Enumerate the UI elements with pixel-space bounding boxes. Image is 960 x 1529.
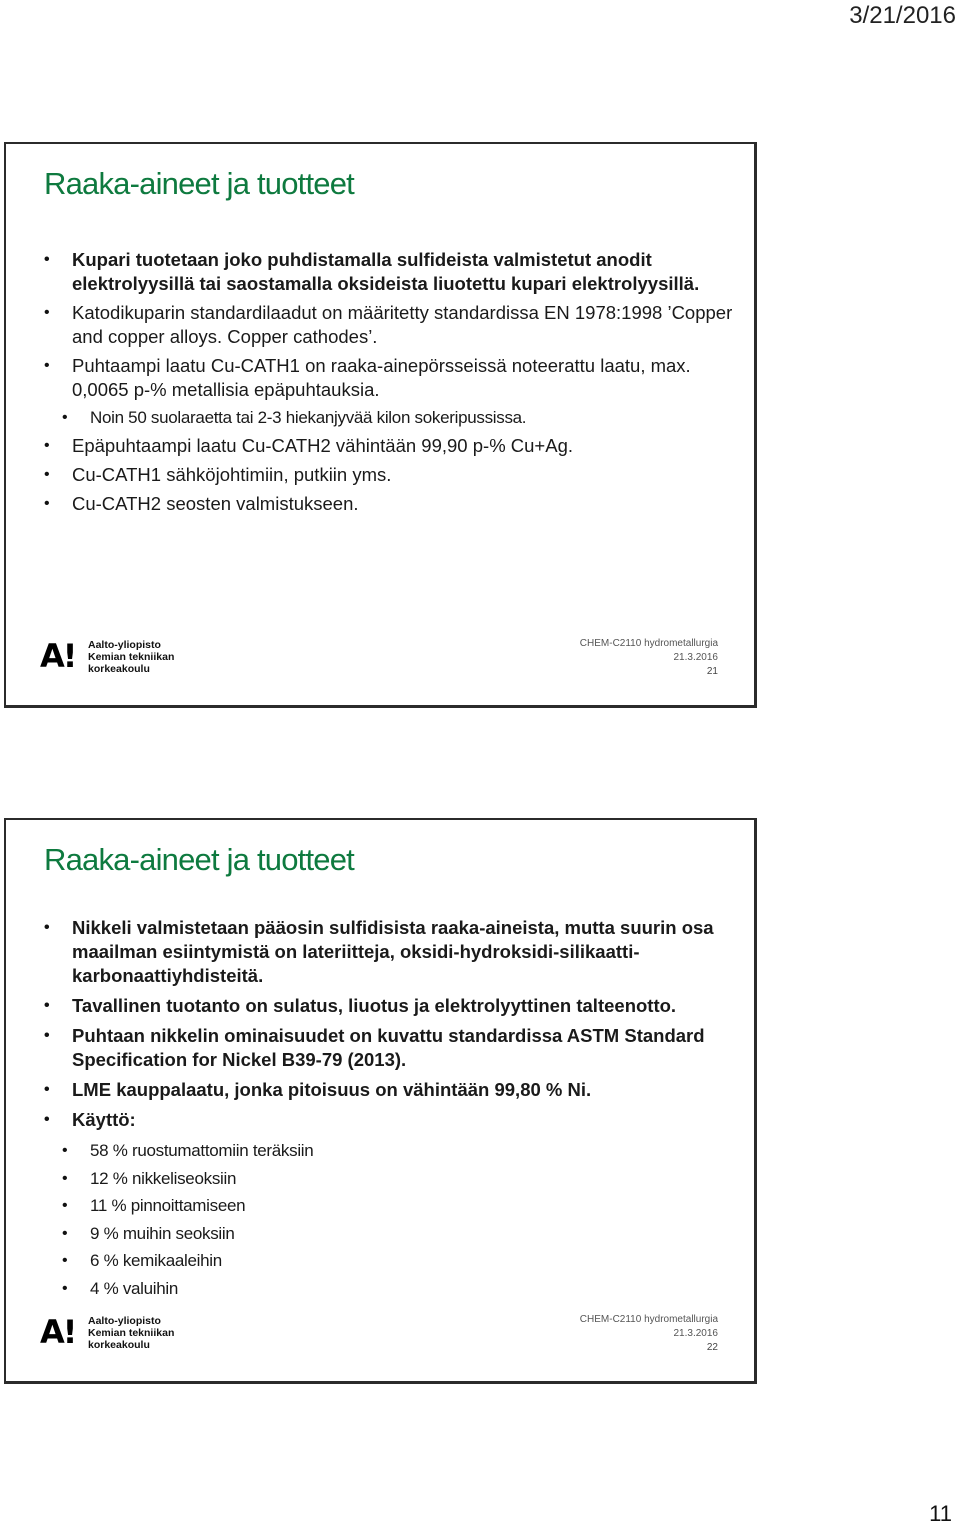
slide-number: 21 <box>706 666 718 677</box>
bullet-item: • Käyttö: <box>44 1108 734 1132</box>
logo-line: korkeakoulu <box>88 663 150 675</box>
aalto-logo-text <box>88 639 174 675</box>
sub-bullet-item: • 58 % ruostumattomiin teräksiin <box>62 1138 734 1164</box>
logo-line: Kemian tekniikan <box>88 651 175 663</box>
bullet-item: • Cu-CATH2 seosten valmistukseen. <box>44 492 734 516</box>
logo-line: Aalto-yliopisto <box>88 1315 161 1327</box>
aalto-logo-text <box>88 1315 174 1351</box>
slide-number: 22 <box>706 1342 718 1353</box>
sub-bullet-item: • 11 % pinnoittamiseen <box>62 1193 734 1219</box>
bullet-text: Puhtaampi laatu Cu-CATH1 on raaka-ainepörsseissä noteerattu laatu, max. 0,0065 p-% metallisia epäpuhtauksia. <box>72 355 691 400</box>
aalto-logo-mark: A! <box>40 1313 76 1351</box>
sub-bullet-item: • 9 % muihin seoksiin <box>62 1221 734 1247</box>
aalto-logo-mark: A! <box>40 637 76 675</box>
bullet-item: • Katodikuparin standardilaadut on määritetty standardissa EN 1978:1998 ’Copper and copper alloys. Copper cathodes’. <box>44 301 734 349</box>
slide-21 <box>4 142 757 708</box>
sub-bullet-item: • Noin 50 suolaraetta tai 2-3 hiekanjyvää kilon sokeripussissa. <box>62 405 734 431</box>
sub-bullet-item: • 12 % nikkeliseoksiin <box>62 1166 734 1192</box>
sub-bullet-item: • 6 % kemikaaleihin <box>62 1248 734 1274</box>
footer-course: CHEM-C2110 hydrometallurgia <box>579 638 718 649</box>
logo-line: Kemian tekniikan <box>88 1327 175 1339</box>
bullet-item: • Kupari tuotetaan joko puhdistamalla sulfideista valmistetut anodit elektrolyysillä tai saostamalla oksideista liuotettu kupari elektrolyysillä. <box>44 248 734 296</box>
aalto-logo <box>40 1315 180 1351</box>
bullet-item: • Puhtaan nikkelin ominaisuudet on kuvattu standardissa ASTM Standard Specification for Nickel B39-79 (2013). <box>44 1024 734 1072</box>
slide-title: Raaka-aineet ja tuotteet <box>44 166 354 201</box>
bullet-item: • Cu-CATH1 sähköjohtimiin, putkiin yms. <box>44 463 734 487</box>
aalto-logo <box>40 639 180 675</box>
bullet-item: • Nikkeli valmistetaan pääosin sulfidisista raaka-aineista, mutta suurin osa maailman esiintymistä on lateriitteja, oksidi-hydroksidi-silikaatti-karbonaattiyhdisteitä. <box>44 916 734 988</box>
logo-line: Aalto-yliopisto <box>88 639 161 651</box>
bullet-list <box>44 916 734 1303</box>
bullet-item: • Epäpuhtaampi laatu Cu-CATH2 vähintään 99,90 p-% Cu+Ag. <box>44 434 734 458</box>
sub-bullet-item: • 4 % valuihin <box>62 1276 734 1302</box>
logo-line: korkeakoulu <box>88 1339 150 1351</box>
footer-course: CHEM-C2110 hydrometallurgia <box>579 1314 718 1325</box>
slide-22 <box>4 818 757 1384</box>
bullet-list <box>44 248 734 521</box>
footer-date: 21.3.2016 <box>673 1328 718 1339</box>
bullet-item <box>44 354 734 402</box>
page-number: 11 <box>929 1501 952 1526</box>
bullet-item: • Tavallinen tuotanto on sulatus, liuotus ja elektrolyyttinen talteenotto. <box>44 994 734 1018</box>
slide-title: Raaka-aineet ja tuotteet <box>44 842 354 877</box>
footer-date: 21.3.2016 <box>673 652 718 663</box>
slide-footer <box>580 637 718 679</box>
slide-footer <box>580 1313 718 1355</box>
page-date: 3/21/2016 <box>849 2 956 29</box>
bullet-item: • LME kauppalaatu, jonka pitoisuus on vähintään 99,80 % Ni. <box>44 1078 734 1102</box>
